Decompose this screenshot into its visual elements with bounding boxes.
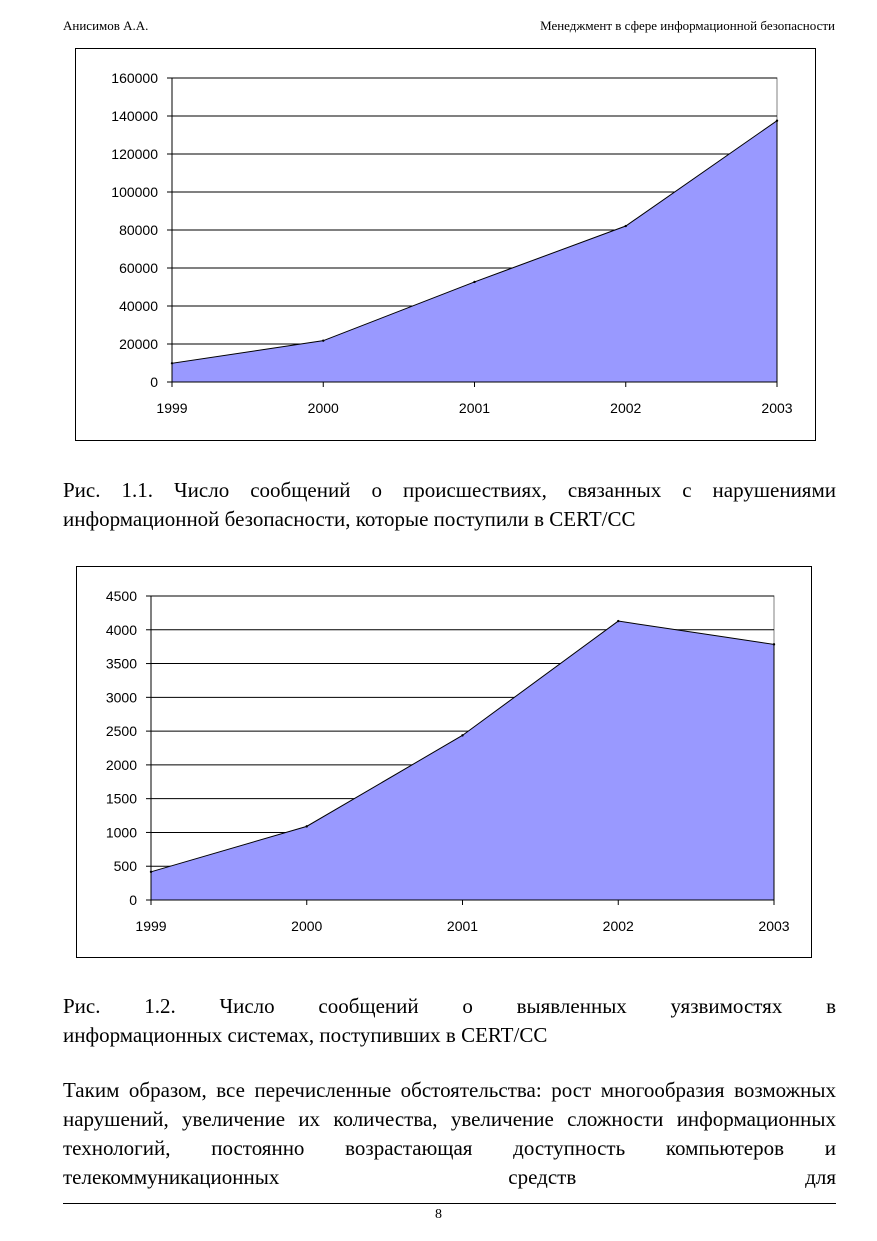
body-paragraph: Таким образом, все перечисленные обстоятельства: рост многообразия возможных нарушений, увеличение их количества, увеличение сложности информационных технологий, постоянно возрастающая доступность компьютеров и телекоммуникационных средств для: [63, 1078, 836, 1189]
y-tick-label: 0: [150, 374, 158, 390]
chart-2: [77, 567, 811, 957]
data-point: [776, 119, 778, 121]
y-tick-label: 160000: [111, 70, 158, 86]
x-tick-label: 1999: [156, 400, 188, 416]
data-point: [322, 339, 324, 341]
figure-1-caption: Рис. 1.1. Число сообщений о происшествиях, связанных с нарушениями информационной безопасности, которые поступили в CERT/CC: [63, 478, 836, 531]
data-point: [617, 620, 619, 622]
y-tick-label: 2000: [105, 756, 137, 773]
y-tick-label: 40000: [119, 298, 158, 314]
y-tick-label: 60000: [119, 260, 158, 276]
header-book-title: Менеджмент в сфере информационной безопасности: [540, 18, 835, 33]
header-author: Анисимов А.А.: [63, 18, 149, 33]
x-tick-label: 2000: [307, 400, 339, 416]
y-tick-label: 120000: [111, 146, 158, 162]
x-tick-label: 2002: [610, 400, 642, 416]
y-tick-label: 140000: [111, 108, 158, 124]
data-point: [461, 734, 463, 736]
x-tick-label: 1999: [135, 918, 167, 934]
y-tick-label: 4500: [105, 588, 137, 604]
chart-1: [76, 49, 815, 440]
figure-2-caption-line-2: информационных системах, поступивших в CERT/CC: [63, 1023, 548, 1047]
x-tick-label: 2001: [458, 400, 491, 416]
figure-2-caption: [63, 992, 836, 1050]
x-tick-label: 2002: [602, 918, 634, 934]
y-tick-label: 2500: [105, 723, 137, 740]
y-tick-label: 3500: [105, 655, 137, 672]
y-tick-label: 20000: [119, 336, 158, 352]
y-tick-label: 3000: [105, 689, 137, 706]
x-tick-label: 2003: [761, 400, 793, 416]
x-tick-label: 2000: [291, 918, 323, 934]
y-tick-label: 0: [129, 892, 137, 908]
data-point: [625, 225, 627, 227]
y-tick-label: 1500: [105, 790, 137, 807]
footer-rule: [63, 1203, 836, 1204]
y-tick-label: 500: [113, 858, 137, 875]
data-point: [306, 825, 308, 827]
y-tick-label: 1000: [105, 824, 137, 841]
chart-1-frame: [75, 48, 816, 441]
y-tick-label: 80000: [119, 222, 158, 238]
figure-2-caption-line-1: Рис. 1.2. Число сообщений о выявленных уязвимостях в: [63, 994, 836, 1018]
chart-2-frame: [76, 566, 812, 958]
y-tick-label: 100000: [111, 184, 158, 200]
x-tick-label: 2003: [758, 918, 790, 934]
x-tick-label: 2001: [446, 918, 479, 934]
data-point: [773, 643, 775, 645]
y-tick-label: 4000: [105, 621, 137, 638]
page-number: 8: [435, 1207, 442, 1222]
data-point: [473, 281, 475, 283]
